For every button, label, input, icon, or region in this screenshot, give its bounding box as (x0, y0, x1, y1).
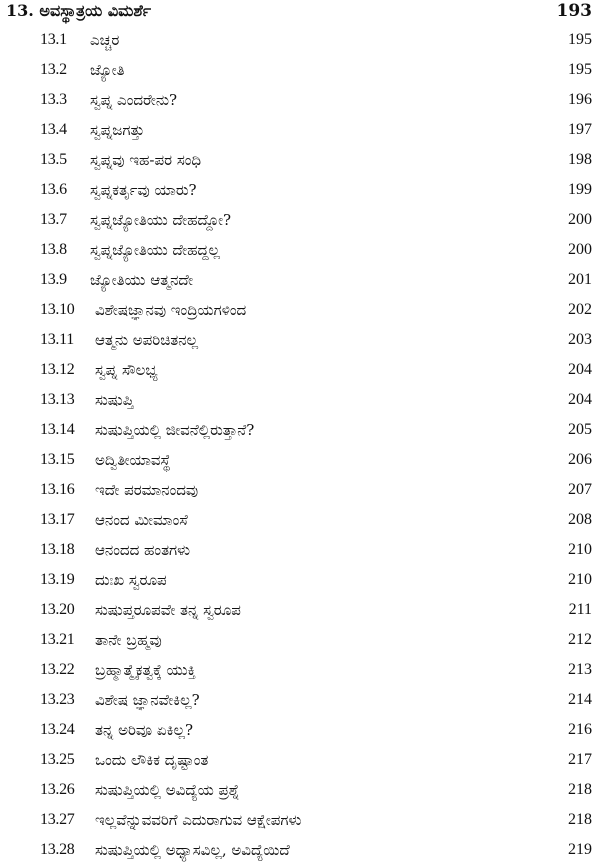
toc-entry (0, 775, 600, 805)
section-number: 13.5 (40, 151, 67, 168)
section-page-number: 202 (568, 301, 592, 318)
toc-entry (0, 55, 600, 85)
toc-entry-list (0, 25, 600, 865)
section-number: 13.12 (40, 361, 75, 378)
toc-entry (0, 175, 600, 205)
section-title: ಸ್ವಪ್ನಕರ್ತೃವು ಯಾರು? (90, 181, 197, 199)
section-number: 13.26 (40, 781, 75, 798)
chapter-title: 13. ಅವಸ್ಥಾತ್ರಯ ವಿಮರ್ಶೆ (6, 1, 152, 20)
toc-entry (0, 355, 600, 385)
section-page-number: 195 (568, 31, 592, 48)
section-title: ವಿಶೇಷ ಜ್ಞಾನವೇಕಿಲ್ಲ? (95, 691, 200, 709)
section-number: 13.18 (40, 541, 75, 558)
section-number: 13.15 (40, 451, 75, 468)
toc-entry (0, 445, 600, 475)
chapter-page-number: 193 (556, 1, 592, 21)
section-number: 13.19 (40, 571, 75, 588)
section-page-number: 199 (568, 181, 592, 198)
toc-entry (0, 25, 600, 55)
section-title: ತನ್ನ ಅರಿವೂ ಏಕಿಲ್ಲ? (95, 721, 194, 739)
section-title: ವಿಶೇಷಜ್ಞಾನವು ಇಂದ್ರಿಯಗಳಿಂದ (95, 301, 247, 319)
section-title: ಸುಷುಪ್ತಿಯಲ್ಲಿ ಅಧ್ಯಾಸವಿಲ್ಲ, ಅವಿದ್ಯೆಯಿದೆ (95, 841, 290, 859)
section-number: 13.10 (40, 301, 75, 318)
toc-entry (0, 835, 600, 865)
section-page-number: 218 (568, 781, 592, 798)
section-number: 13.7 (40, 211, 67, 228)
section-title: ಸ್ವಪ್ನವು ಇಹ-ಪರ ಸಂಧಿ (90, 151, 202, 169)
toc-entry (0, 685, 600, 715)
section-page-number: 197 (568, 121, 592, 138)
section-number: 13.14 (40, 421, 75, 438)
section-page-number: 210 (568, 541, 592, 558)
section-page-number: 204 (568, 361, 592, 378)
section-page-number: 217 (568, 751, 592, 768)
toc-entry (0, 715, 600, 745)
section-page-number: 195 (568, 61, 592, 78)
section-number: 13.13 (40, 391, 75, 408)
section-number: 13.21 (40, 631, 75, 648)
section-page-number: 216 (568, 721, 592, 738)
toc-entry (0, 145, 600, 175)
toc-entry (0, 205, 600, 235)
toc-entry (0, 475, 600, 505)
toc-entry (0, 535, 600, 565)
section-number: 13.24 (40, 721, 75, 738)
section-page-number: 196 (568, 91, 592, 108)
section-number: 13.20 (40, 601, 75, 618)
section-page-number: 207 (568, 481, 592, 498)
section-page-number: 203 (568, 331, 592, 348)
toc-entry (0, 595, 600, 625)
section-page-number: 198 (568, 151, 592, 168)
section-title: ದುಃಖ ಸ್ವರೂಪ (95, 571, 167, 589)
section-number: 13.1 (40, 31, 67, 48)
section-title: ಬ್ರಹ್ಮಾತ್ಮೈಕತ್ವಕ್ಕೆ ಯುಕ್ತಿ (95, 661, 196, 679)
section-title: ಅದ್ವಿತೀಯಾವಸ್ಥೆ (95, 451, 171, 469)
section-page-number: 204 (568, 391, 592, 408)
toc-entry (0, 385, 600, 415)
section-title: ಸ್ವಪ್ನಜ್ಯೋತಿಯು ದೇಹದ್ದಲ್ಲ (90, 241, 221, 259)
section-number: 13.28 (40, 841, 75, 858)
toc-entry (0, 655, 600, 685)
toc-entry (0, 325, 600, 355)
section-number: 13.3 (40, 91, 67, 108)
section-title: ತಾನೇ ಬ್ರಹ್ಮವು (95, 631, 162, 649)
section-title: ಸುಷುಪ್ತಿಯಲ್ಲಿ ಅವಿದ್ಯೆಯ ಪ್ರಶ್ನೆ (95, 781, 240, 799)
section-title: ಸುಷುಪ್ತಿ (95, 391, 134, 409)
section-title: ಎಚ್ಚರ (90, 31, 120, 49)
section-title: ಸ್ವಪ್ನಜಗತ್ತು (90, 121, 145, 139)
section-page-number: 213 (568, 661, 592, 678)
section-page-number: 219 (568, 841, 592, 858)
toc-entry (0, 415, 600, 445)
section-number: 13.23 (40, 691, 75, 708)
section-number: 13.9 (40, 271, 67, 288)
section-number: 13.16 (40, 481, 75, 498)
section-title: ಸ್ವಪ್ನ ಎಂದರೇನು? (90, 91, 178, 109)
section-title: ಆನಂದದ ಹಂತಗಳು (95, 541, 191, 559)
section-page-number: 210 (568, 571, 592, 588)
section-title: ಆತ್ಮನು ಅಪರಿಚಿತನಲ್ಲ (95, 331, 199, 349)
section-page-number: 208 (568, 511, 592, 528)
toc-entry (0, 265, 600, 295)
section-number: 13.4 (40, 121, 67, 138)
toc-entry (0, 505, 600, 535)
section-page-number: 218 (568, 811, 592, 828)
chapter-heading (6, 0, 592, 22)
section-title: ಸ್ವಪ್ನ ಸೌಲಭ್ಯ (95, 361, 158, 379)
toc-entry (0, 805, 600, 835)
toc-entry (0, 745, 600, 775)
section-number: 13.25 (40, 751, 75, 768)
section-page-number: 212 (568, 631, 592, 648)
section-title: ಒಂದು ಲೌಕಿಕ ದೃಷ್ಟಾಂತ (95, 751, 209, 769)
section-title: ಸುಷುಪ್ತಿಯಲ್ಲಿ ಜೀವನೆಲ್ಲಿರುತ್ತಾನೆ? (95, 421, 255, 439)
toc-entry (0, 565, 600, 595)
section-page-number: 200 (568, 211, 592, 228)
section-number: 13.27 (40, 811, 75, 828)
section-number: 13.2 (40, 61, 67, 78)
toc-entry (0, 295, 600, 325)
section-title: ಸುಷುಪ್ತರೂಪವೇ ತನ್ನ ಸ್ವರೂಪ (95, 601, 241, 619)
toc-entry (0, 235, 600, 265)
section-page-number: 206 (568, 451, 592, 468)
section-page-number: 205 (568, 421, 592, 438)
section-page-number: 200 (568, 241, 592, 258)
section-page-number: 201 (568, 271, 592, 288)
toc-entry (0, 625, 600, 655)
section-title: ಜ್ಯೋತಿ (90, 61, 125, 79)
section-number: 13.6 (40, 181, 67, 198)
section-number: 13.8 (40, 241, 67, 258)
section-title: ಸ್ವಪ್ನಜ್ಯೋತಿಯು ದೇಹದ್ದೋ? (90, 211, 232, 229)
section-title: ಆನಂದ ಮೀಮಾಂಸೆ (95, 511, 188, 529)
section-number: 13.22 (40, 661, 75, 678)
section-number: 13.17 (40, 511, 75, 528)
section-title: ಇಲ್ಲವೆನ್ನುವವರಿಗೆ ಎದುರಾಗುವ ಆಕ್ಷೇಪಗಳು (95, 811, 302, 829)
section-page-number: 211 (568, 601, 592, 618)
section-title: ಇದೇ ಪರಮಾನಂದವು (95, 481, 199, 499)
toc-entry (0, 115, 600, 145)
section-title: ಜ್ಯೋತಿಯು ಆತ್ಮನದೇ (90, 271, 194, 289)
toc-entry (0, 85, 600, 115)
section-number: 13.11 (40, 331, 74, 348)
section-page-number: 214 (568, 691, 592, 708)
